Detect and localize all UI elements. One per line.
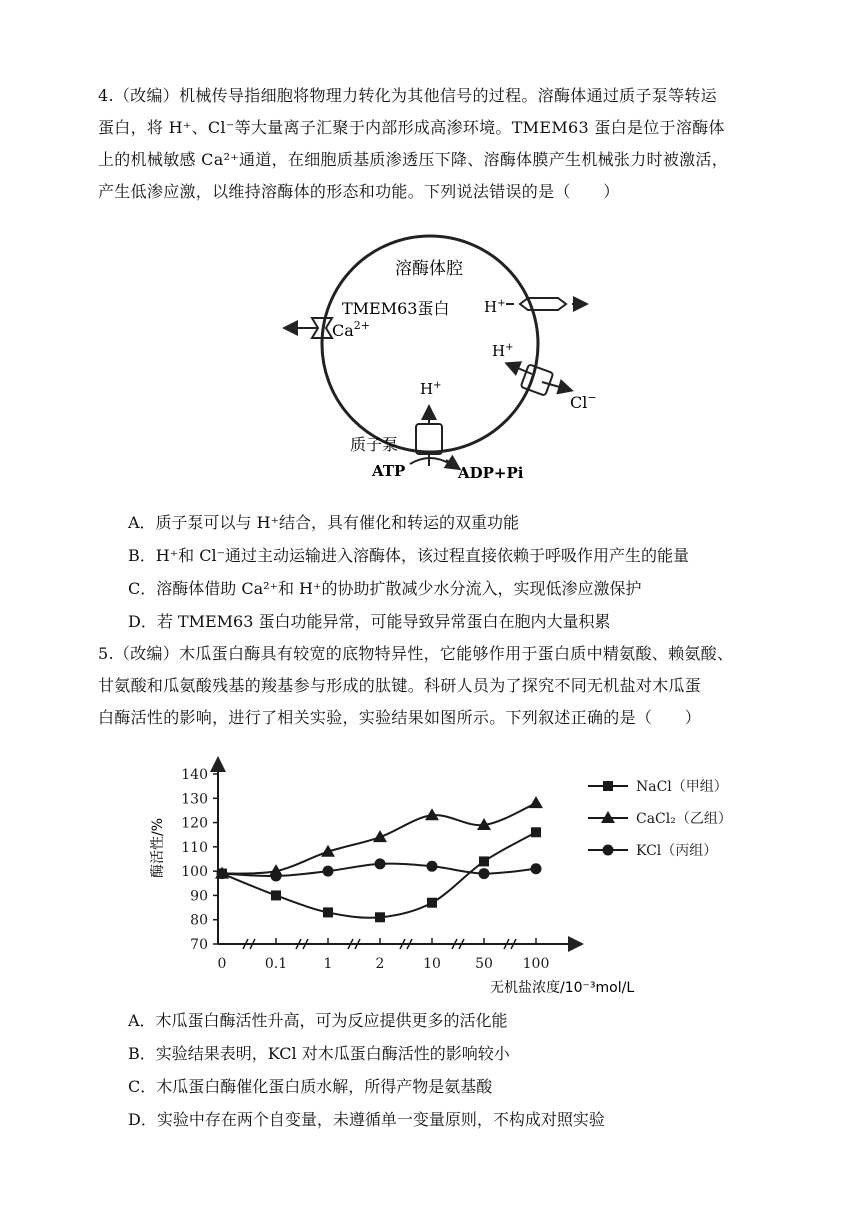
lysosome-diagram <box>280 232 610 492</box>
h-ion-label-1: H+ <box>484 298 506 316</box>
q5-line-1: 5.（改编）木瓜蛋白酶具有较宽的底物特异性，它能够作用于蛋白质中精氨酸、赖氨酸、 <box>98 644 734 663</box>
q5-line-3: 白酶活性的影响，进行了相关实验，实验结果如图所示。下列叙述正确的是（ ） <box>98 708 702 727</box>
data-point-circle <box>375 858 386 869</box>
legend-label: KCl（丙组） <box>636 843 718 859</box>
enzyme-activity-chart <box>140 748 760 998</box>
legend-label: NaCl（甲组） <box>636 779 728 795</box>
atp-label: ATP <box>372 462 406 480</box>
x-tick-label: 50 <box>475 956 493 972</box>
data-point-square <box>375 912 385 922</box>
legend-marker-square <box>603 781 613 791</box>
y-tick-label: 100 <box>181 864 208 881</box>
proton-pump <box>410 408 458 468</box>
h-transporter <box>506 298 585 310</box>
x-axis-label: 无机盐浓度/10⁻³mol/L <box>490 980 635 996</box>
data-point-circle <box>217 868 228 879</box>
y-tick-label: 90 <box>190 888 208 905</box>
x-tick-label: 1 <box>323 956 333 972</box>
y-tick-label: 120 <box>181 815 208 832</box>
y-tick-label: 70 <box>190 937 208 953</box>
y-axis-label: 酶活性/% <box>150 817 166 879</box>
legend-label: CaCl₂（乙组） <box>636 811 732 827</box>
data-point-square <box>531 827 541 837</box>
x-tick-label: 100 <box>522 956 550 972</box>
q4-option-c: C．溶酶体借助 Ca²⁺和 H⁺的协助扩散减少水分流入，实现低渗应激保护 <box>128 579 642 598</box>
q5-option-b: B．实验结果表明，KCl 对木瓜蛋白酶活性的影响较小 <box>128 1044 510 1063</box>
q4-line-2: 蛋白，将 H⁺、Cl⁻等大量离子汇聚于内部形成高渗环境。TMEM63 蛋白是位于溶酶体 <box>98 118 725 137</box>
data-point-square <box>427 898 437 908</box>
data-point-square <box>479 856 489 866</box>
q4-stem <box>98 80 788 208</box>
x-tick-label: 2 <box>375 956 385 972</box>
data-point-circle <box>323 866 334 877</box>
tmem63-label: TMEM63蛋白 <box>342 299 450 318</box>
cl-ion-label: Cl− <box>570 391 597 412</box>
legend-marker-circle <box>603 845 614 856</box>
q5-option-c: C．木瓜蛋白酶催化蛋白质水解，所得产物是氨基酸 <box>128 1077 493 1096</box>
data-point-triangle <box>529 796 543 808</box>
x-tick-label: 0.1 <box>264 956 288 972</box>
ca-ion-label: $Ca^{2+}$ <box>332 319 370 340</box>
data-point-square <box>271 890 281 900</box>
adp-label: ADP+Pi <box>458 464 524 482</box>
cl-h-antiporter <box>508 364 570 396</box>
h-ion-label-2: H+ <box>492 342 514 360</box>
y-tick-label: 110 <box>181 839 208 856</box>
y-tick-label: 130 <box>181 791 208 808</box>
y-tick-label: 80 <box>190 912 208 929</box>
q4-option-b: B．H⁺和 Cl⁻通过主动运输进入溶酶体，该过程直接依赖于呼吸作用产生的能量 <box>128 546 690 565</box>
data-point-circle <box>531 863 542 874</box>
q4-option-a: A．质子泵可以与 H⁺结合，具有催化和转运的双重功能 <box>128 513 520 532</box>
q5-option-a: A．木瓜蛋白酶活性升高，可为反应提供更多的活化能 <box>128 1011 508 1030</box>
data-point-circle <box>427 861 438 872</box>
q5-line-2: 甘氨酸和瓜氨酸残基的羧基参与形成的肽键。科研人员为了探究不同无机盐对木瓜蛋 <box>98 676 702 695</box>
q5-stem <box>98 638 788 734</box>
q5-option-d: D．实验中存在两个自变量，未遵循单一变量原则，不构成对照实验 <box>128 1110 605 1129</box>
q4-line-4: 产生低渗应激，以维持溶酶体的形态和功能。下列说法错误的是（ ） <box>98 182 620 201</box>
lumen-label: 溶酶体腔 <box>395 259 463 279</box>
proton-pump-label: 质子泵 <box>350 435 399 454</box>
y-tick-label: 140 <box>181 767 208 783</box>
q4-line-3: 上的机械敏感 Ca²⁺通道，在细胞质基质渗透压下降、溶酶体膜产生机械张力时被激活， <box>98 150 729 169</box>
data-point-circle <box>271 871 282 882</box>
q4-option-d: D．若 TMEM63 蛋白功能异常，可能导致异常蛋白在胞内大量积累 <box>128 612 611 631</box>
q4-line-1: 4.（改编）机械传导指细胞将物理力转化为其他信号的过程。溶酶体通过质子泵等转运 <box>98 86 717 105</box>
h-ion-label-3: H+ <box>420 380 442 398</box>
x-tick-label: 0 <box>217 956 227 972</box>
data-point-circle <box>479 868 490 879</box>
data-point-square <box>323 907 333 917</box>
x-tick-label: 10 <box>423 956 441 972</box>
